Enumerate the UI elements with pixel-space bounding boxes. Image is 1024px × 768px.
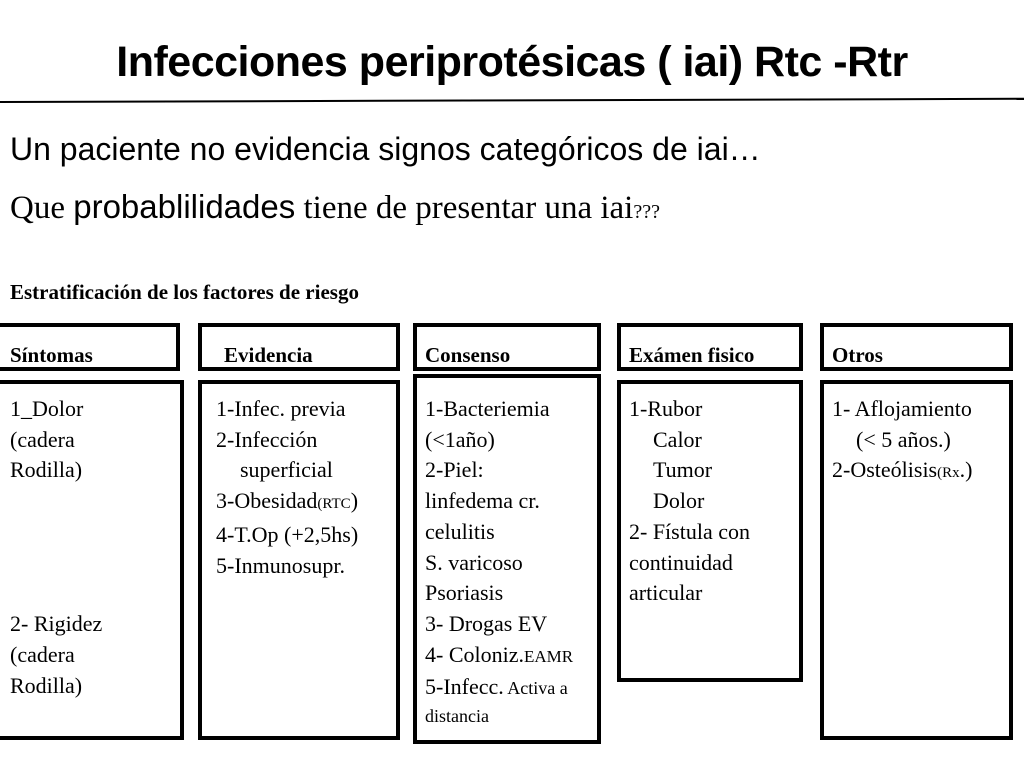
list-item: 2- Rigidez xyxy=(10,611,103,637)
list-item: 1- Aflojamiento xyxy=(832,396,972,421)
list-item-text: 5-Infecc. xyxy=(425,674,504,700)
list-item: Rodilla) xyxy=(10,672,83,698)
list-item: linfedema cr. xyxy=(425,488,540,514)
column-consenso xyxy=(413,374,601,744)
list-item: Rodilla) xyxy=(10,457,83,483)
title-divider xyxy=(0,98,1024,103)
list-item-text: ) xyxy=(350,488,359,514)
list-item-text: .) xyxy=(959,457,973,483)
list-item: 1_Dolor xyxy=(10,396,84,421)
list-item: Dolor xyxy=(653,488,705,514)
list-item: celulitis xyxy=(425,518,495,544)
list-item-text: 2-Osteólisis xyxy=(832,457,938,483)
list-item: 4-T.Op (+2,5hs) xyxy=(216,521,359,547)
list-item: S. varicoso xyxy=(425,549,523,575)
question-line xyxy=(10,188,660,227)
list-item: 5-Inmunosupr. xyxy=(216,552,345,578)
list-item xyxy=(216,486,396,520)
list-item: 3- Drogas EV xyxy=(425,610,548,636)
column-examen xyxy=(617,380,803,682)
list-item: articular xyxy=(629,580,703,606)
list-item: (cadera xyxy=(10,641,75,667)
list-item: distancia xyxy=(425,706,489,727)
list-item-note: Activa a xyxy=(503,678,568,699)
list-item: Calor xyxy=(653,426,702,452)
header-sintomas: Síntomas xyxy=(0,323,180,371)
question-part-a: Que xyxy=(10,190,74,226)
list-item: superficial xyxy=(240,457,333,483)
column-sintomas xyxy=(0,380,184,740)
list-item: 2- Fístula con xyxy=(629,518,750,544)
list-item: (<1año) xyxy=(425,426,495,452)
slide-title: Infecciones periprotésicas ( iai) Rtc -Rtr xyxy=(116,38,908,86)
header-otros: Otros xyxy=(820,323,1013,371)
list-item: (cadera xyxy=(10,426,75,452)
header-evidencia: Evidencia xyxy=(198,323,400,371)
question-part-b: probablilidades xyxy=(73,188,296,225)
column-otros xyxy=(820,380,1013,740)
header-examen: Exámen fisico xyxy=(617,323,803,371)
question-part-c: tiene de presentar una iai xyxy=(295,190,634,226)
header-consenso: Consenso xyxy=(413,323,601,371)
list-item: 2-Infección xyxy=(216,426,318,452)
list-item: Tumor xyxy=(653,457,713,483)
list-item-note: (RTC xyxy=(317,496,351,513)
list-item-note: (Rx xyxy=(937,465,960,482)
list-item: 1-Rubor xyxy=(629,396,703,421)
list-item: continuidad xyxy=(629,549,733,575)
list-item: Psoriasis xyxy=(425,580,504,606)
list-item: 1-Infec. previa xyxy=(216,396,346,421)
list-item xyxy=(425,640,597,673)
list-item-note: EAMR xyxy=(524,646,574,666)
list-item-text: 3-Obesidad xyxy=(216,488,318,514)
intro-line: Un paciente no evidencia signos categóricos de iai… xyxy=(10,131,761,167)
list-item xyxy=(425,672,597,704)
list-item: (< 5 años.) xyxy=(856,426,951,452)
list-item: 2-Piel: xyxy=(425,457,484,483)
list-item: 1-Bacteriemia xyxy=(425,396,550,421)
question-part-d: ??? xyxy=(633,201,660,223)
list-item xyxy=(832,455,1009,489)
column-evidencia xyxy=(198,380,400,740)
list-item-text: 4- Coloniz. xyxy=(425,641,524,667)
stratification-label: Estratificación de los factores de riesgo xyxy=(10,280,359,304)
